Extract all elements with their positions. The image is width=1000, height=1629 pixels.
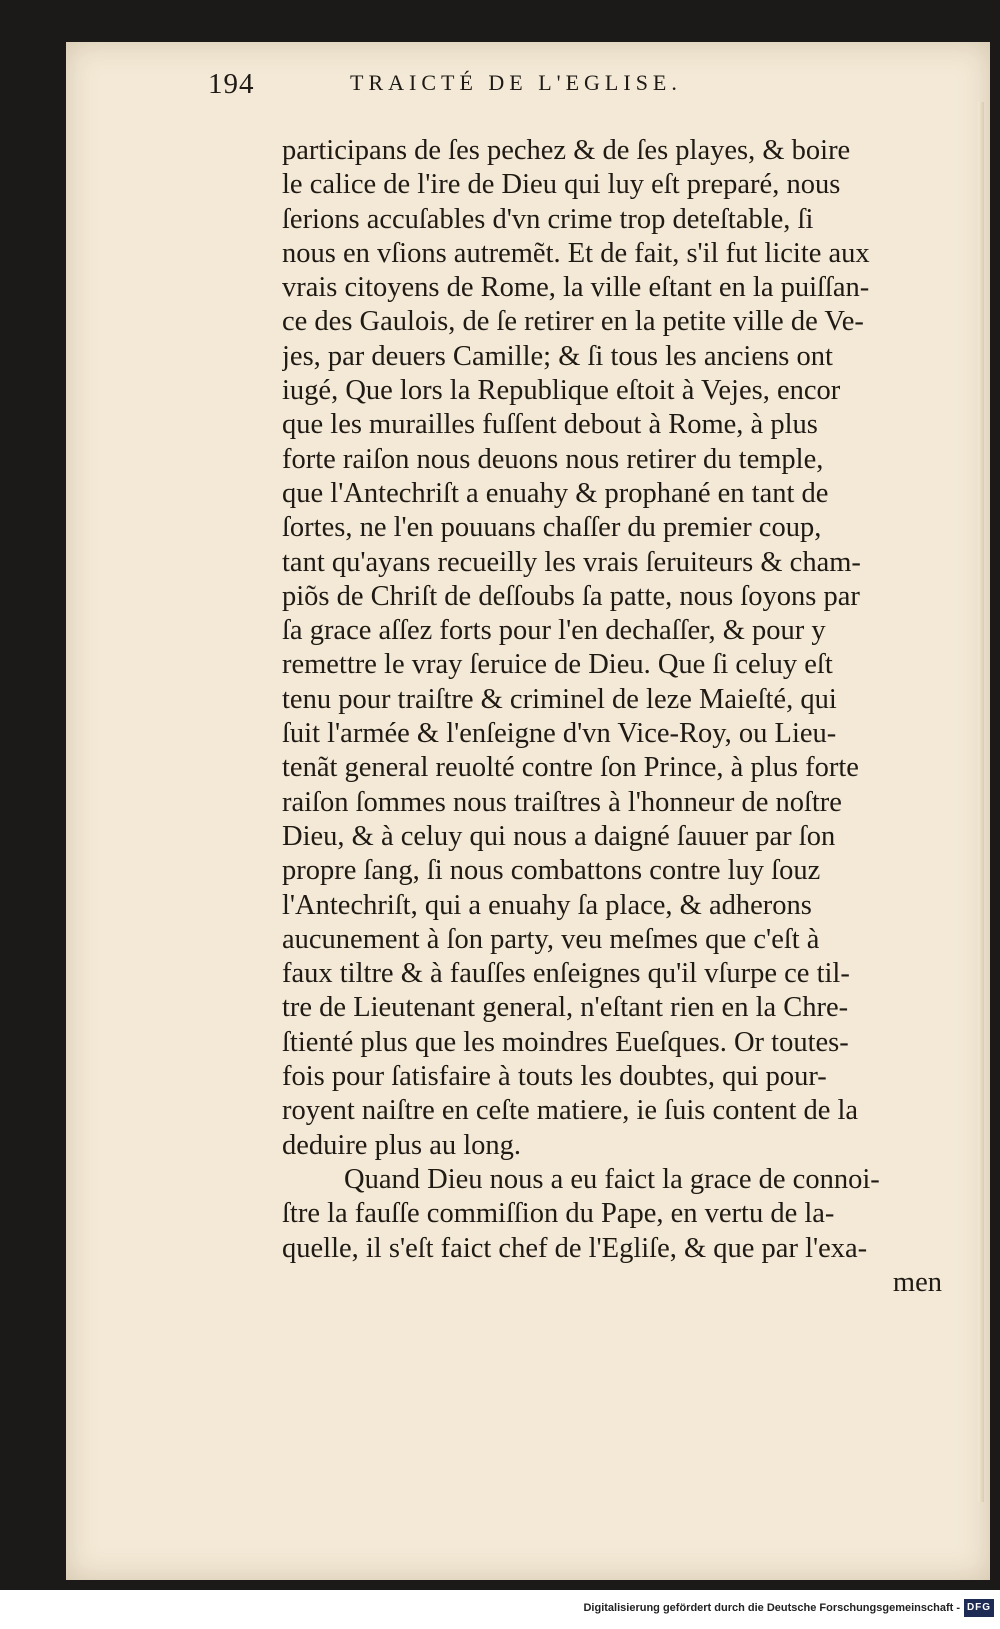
paragraph-start-line: Quand Dieu nous a eu faict la grace de connoi- <box>344 1163 880 1195</box>
funding-credit: Digitalisierung gefördert durch die Deutsche Forschungsgemeinschaft - <box>583 1602 960 1614</box>
body-text <box>282 134 942 1300</box>
text-line: tant qu'ayans recueilly les vrais ſeruiteurs & cham- <box>282 546 861 578</box>
text-line: propre ſang, ſi nous combattons contre luy ſouz <box>282 855 821 887</box>
text-line: piõs de Chriſt de deſſoubs ſa patte, nous ſoyons par <box>282 580 860 612</box>
text-line: aucunement à ſon party, veu meſmes que c'eſt à <box>282 923 820 955</box>
text-line: que les murailles fuſſent debout à Rome, à plus <box>282 409 818 441</box>
text-line: tenãt general reuolté contre ſon Prince, à plus forte <box>282 752 859 784</box>
text-line: fois pour ſatisfaire à touts les doubtes, qui pour- <box>282 1061 827 1093</box>
text-line: iugé, Que lors la Republique eſtoit à Vejes, encor <box>282 375 841 407</box>
text-line: vrais citoyens de Rome, la ville eſtant en la puiſſan- <box>282 272 870 304</box>
text-line: tre de Lieutenant general, n'eſtant rien en la Chre- <box>282 992 849 1024</box>
text-line: ſtre la fauſſe commiſſion du Pape, en vertu de la- <box>282 1198 835 1230</box>
text-line: ſortes, ne l'en pouuans chaſſer du premier coup, <box>282 512 822 544</box>
digitization-footer <box>0 1590 1000 1629</box>
text-line: faux tiltre & à fauſſes enſeignes qu'il vſurpe ce til- <box>282 958 850 990</box>
text-line: participans de ſes pechez & de ſes playes, & boire <box>282 135 851 166</box>
text-line: tenu pour traiſtre & criminel de leze Maieſté, qui <box>282 683 837 715</box>
text-line: Dieu, & à celuy qui nous a daigné ſauuer par ſon <box>282 820 836 852</box>
page-edge-shadow <box>978 102 984 1502</box>
page-header <box>208 68 828 108</box>
text-line: ſa grace aſſez forts pour l'en dechaſſer, & pour y <box>282 615 826 647</box>
text-line: deduire plus au long. <box>282 1129 522 1161</box>
text-line: ſerions accuſables d'vn crime trop deteſtable, ſi <box>282 203 814 235</box>
text-line: l'Antechriſt, qui a enuahy ſa place, & adherons <box>282 889 812 921</box>
text-line: que l'Antechriſt a enuahy & prophané en tant de <box>282 477 829 509</box>
text-line: jes, par deuers Camille; & ſi tous les anciens ont <box>282 340 833 372</box>
text-line: raiſon ſommes nous traiſtres à l'honneur de noſtre <box>282 786 842 818</box>
running-title: TRAICTÉ DE L'EGLISE. <box>350 70 682 95</box>
text-line: remettre le vray ſeruice de Dieu. Que ſi celuy eſt <box>282 649 833 681</box>
page-number: 194 <box>208 68 255 100</box>
text-line: ce des Gaulois, de ſe retirer en la petite ville de Ve- <box>282 306 864 338</box>
catchword: men <box>892 1266 942 1298</box>
text-line: royent naiſtre en ceſte matiere, ie ſuis content de la <box>282 1095 859 1127</box>
dfg-logo: DFG <box>964 1599 994 1617</box>
text-line: ſuit l'armée & l'enſeigne d'vn Vice-Roy, ou Lieu- <box>282 718 837 750</box>
text-line: nous en vſions autremẽt. Et de fait, s'il fut licite aux <box>282 237 870 269</box>
text-line: quelle, il s'eſt faict chef de l'Egliſe, & que par l'exa- <box>282 1232 868 1264</box>
text-line: le calice de l'ire de Dieu qui luy eſt preparé, nous <box>282 169 841 201</box>
text-line: ſtienté plus que les moindres Eueſques. Or toutes- <box>282 1026 849 1058</box>
text-line: forte raiſon nous deuons nous retirer du temple, <box>282 443 824 475</box>
